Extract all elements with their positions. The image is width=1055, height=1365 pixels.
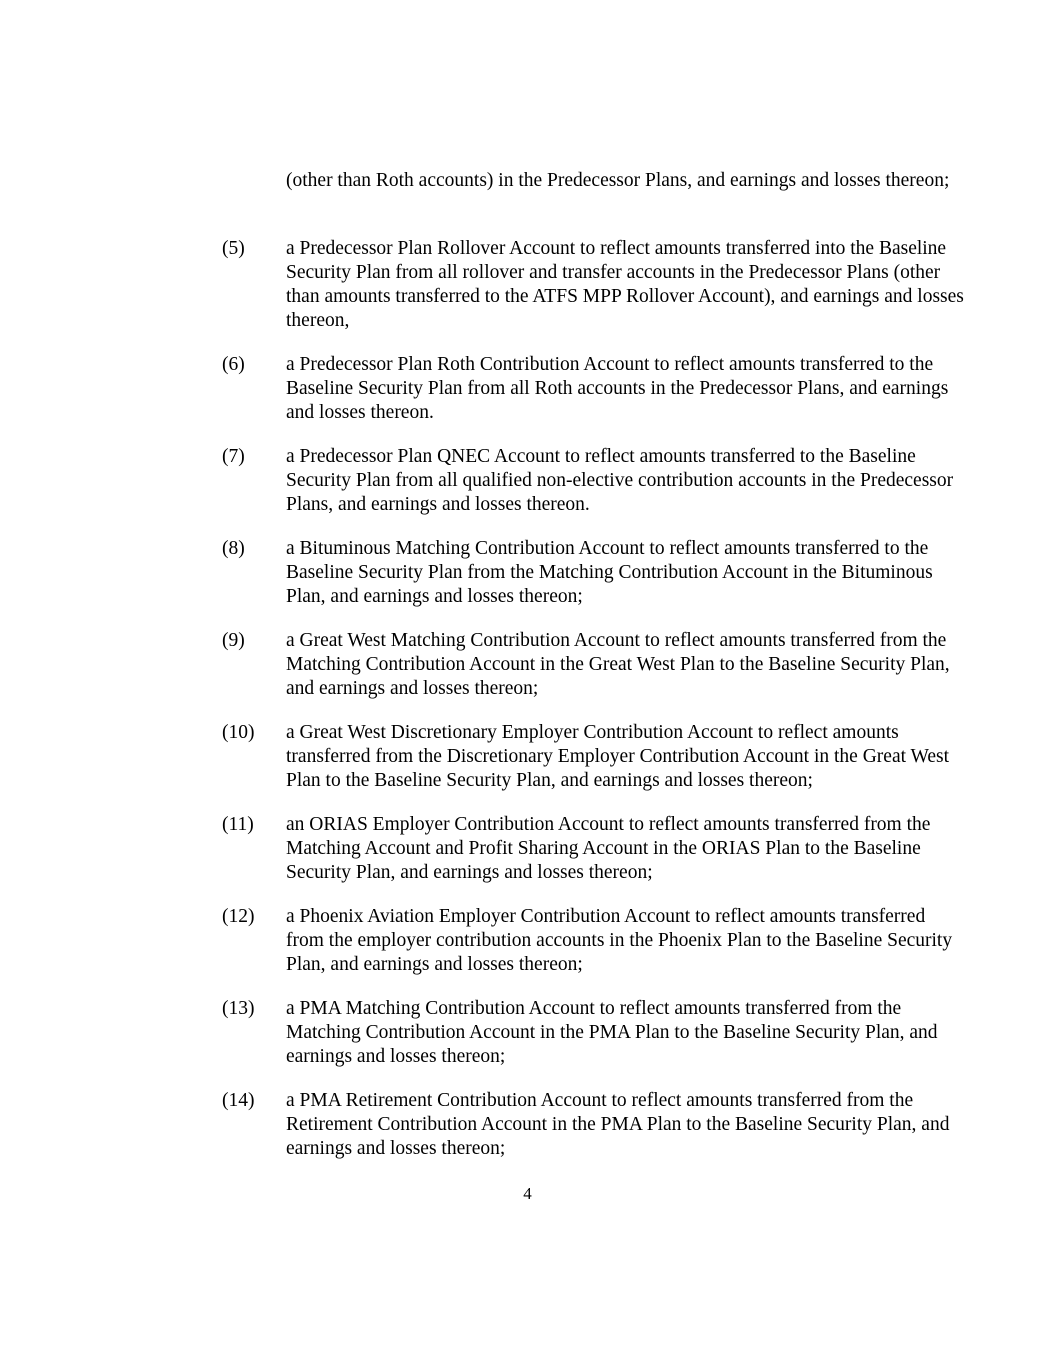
item-text: a Phoenix Aviation Employer Contribution Account to reflect amounts transferred from the employer contribution accounts in the Phoenix Plan to the Baseline Security Plan, and earnings and losses thereon; xyxy=(286,906,953,975)
item-text: a Great West Discretionary Employer Contribution Account to reflect amounts transferred from the Discretionary Employer Contribution Account in the Great West Plan to the Baseline Security Plan, and earnings and losses thereon; xyxy=(286,722,950,791)
item-number: (10) xyxy=(222,722,255,743)
item-number: (8) xyxy=(222,538,245,559)
item-number: (13) xyxy=(222,998,255,1019)
item-text: an ORIAS Employer Contribution Account to reflect amounts transferred from the Matching Account and Profit Sharing Account in the ORIAS Plan to the Baseline Security Plan, and earnings and losses thereon; xyxy=(286,814,931,883)
item-number: (7) xyxy=(222,446,245,467)
item-text: a Predecessor Plan Rollover Account to reflect amounts transferred into the Baseline Security Plan from all rollover and transfer accounts in the Predecessor Plans (other than amounts transferred to the ATFS MPP Rollover Account), and earnings and losses thereon, xyxy=(286,238,964,331)
item-text: a Great West Matching Contribution Account to reflect amounts transferred from the Matching Contribution Account in the Great West Plan to the Baseline Security Plan, and earnings and losses thereon; xyxy=(286,630,950,699)
item-number: (5) xyxy=(222,238,245,259)
item-number: (6) xyxy=(222,354,245,375)
page-number: 4 xyxy=(523,1184,532,1203)
item-text: a PMA Retirement Contribution Account to reflect amounts transferred from the Retirement Contribution Account in the PMA Plan to the Baseline Security Plan, and earnings and losses thereon; xyxy=(286,1090,950,1159)
item-number: (11) xyxy=(222,814,254,835)
continuation-paragraph: (other than Roth accounts) in the Predecessor Plans, and earnings and losses thereon; xyxy=(286,170,950,191)
item-text: a Predecessor Plan QNEC Account to reflect amounts transferred to the Baseline Security Plan from all qualified non-elective contribution accounts in the Predecessor Plans, and earnings and losses thereon. xyxy=(286,446,954,515)
item-text: a PMA Matching Contribution Account to reflect amounts transferred from the Matching Contribution Account in the PMA Plan to the Baseline Security Plan, and earnings and losses thereon; xyxy=(286,998,938,1067)
item-text: a Bituminous Matching Contribution Account to reflect amounts transferred to the Baseline Security Plan from the Matching Contribution Account in the Bituminous Plan, and earnings and losses thereon; xyxy=(286,538,933,607)
item-number: (14) xyxy=(222,1090,255,1111)
item-number: (12) xyxy=(222,906,255,927)
item-text: a Predecessor Plan Roth Contribution Account to reflect amounts transferred to the Baseline Security Plan from all Roth accounts in the Predecessor Plans, and earnings and losses thereon. xyxy=(286,354,949,423)
item-number: (9) xyxy=(222,630,245,651)
